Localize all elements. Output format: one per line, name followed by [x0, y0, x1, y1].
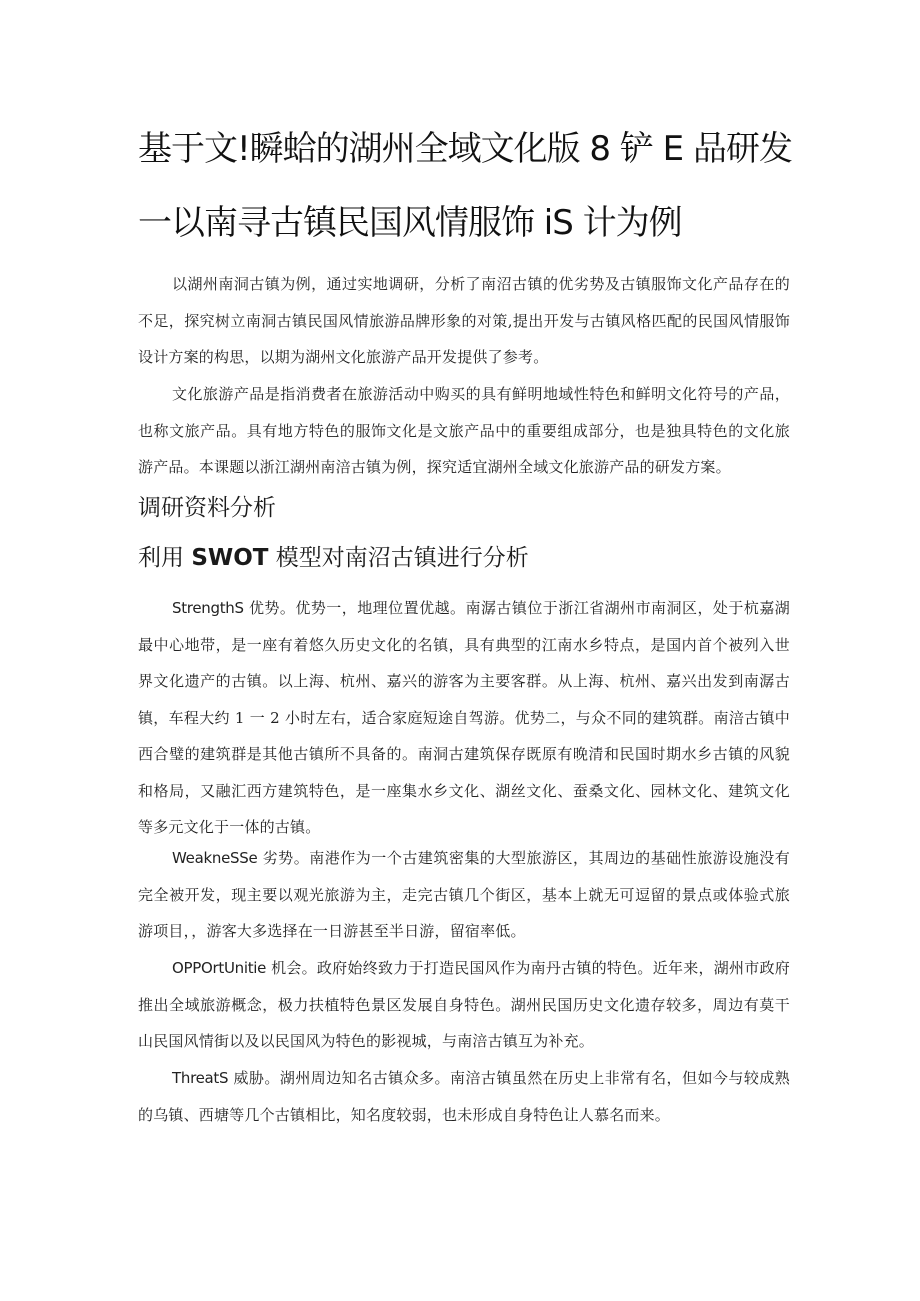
- weaknesses-lead: WeakneSSe: [172, 849, 258, 867]
- section-heading-swot: [138, 540, 529, 576]
- swot-heading-suffix: 模型对南沼古镇进行分析: [268, 545, 529, 571]
- opportunities-lead: OPPOrtUnitie: [172, 959, 267, 977]
- threats-text: 威胁。湖州周边知名古镇众多。南涪古镇虽然在历史上非常有名，但如今与较成熟的乌镇、西塘等几个古镇相比，知名度较弱，也未形成自身特色让人慕名而来。: [138, 1069, 790, 1124]
- strengths-lead: StrengthS: [172, 599, 244, 617]
- document-title-line-1: 基于文!瞬蛤的湖州全域文化版 8 铲 E 品研发: [138, 129, 792, 169]
- section-heading-research-analysis: 调研资料分析: [138, 495, 276, 521]
- swot-threats-paragraph: [138, 1060, 790, 1133]
- swot-opportunities-paragraph: [138, 950, 790, 1060]
- opportunities-text: 机会。政府始终致力于打造民国风作为南丹古镇的特色。近年来，湖州市政府推出全域旅游概念，极力扶植特色景区发展自身特色。湖州民国历史文化遗存较多，周边有莫干山民国风情街以及以民国风为特色的影视城，与南涪古镇互为补充。: [138, 959, 790, 1050]
- strengths-text: 优势。优势一，地理位置优越。南潺古镇位于浙江省湖州市南洞区，处于杭嘉湖最中心地带，是一座有着悠久历史文化的名镇，具有典型的江南水乡特点，是国内首个被列入世界文化遗产的古镇。以上海、杭州、嘉兴的游客为主要客群。从上海、杭州、嘉兴出发到南潺古镇，车程大约 1 一 2 小时左右，适合家庭短途自驾游。优势二，与众不同的建筑群。南涪古镇中西合璧的建筑群是其他古镇所不具备的。南洞古建筑保存既原有晚清和民国时期水乡古镇的风貌和格局，又融汇西方建筑特色，是一座集水乡文化、湖丝文化、蚕桑文化、园林文化、建筑文化等多元文化于一体的古镇。: [138, 599, 790, 836]
- weaknesses-text: 劣势。南港作为一个古建筑密集的大型旅游区，其周边的基础性旅游设施没有完全被开发，现主要以观光旅游为主，走完古镇几个街区，基本上就无可逗留的景点或体验式旅游项目，，游客大多选择在一日游甚至半日游，留宿率低。: [138, 849, 790, 940]
- intro-paragraph-1: 以湖州南洞古镇为例，通过实地调研，分析了南沼古镇的优劣势及古镇服饰文化产品存在的不足，探究树立南洞古镇民国风情旅游品牌形象的对策,提出开发与古镇风格匹配的民国风情服饰设计方案的构思，以期为湖州文化旅游产品开发提供了参考。: [138, 275, 790, 366]
- swot-heading-bold: SWOT: [191, 545, 269, 571]
- intro-paragraph-2: 文化旅游产品是指消费者在旅游活动中购买的具有鲜明地域性特色和鲜明文化符号的产品，也称文旅产品。具有地方特色的服饰文化是文旅产品中的重要组成部分，也是独具特色的文化旅游产品。本课题以浙江湖州南涪古镇为例，探究适宜湖州全域文化旅游产品的研发方案。: [138, 385, 790, 476]
- threats-lead: ThreatS: [172, 1069, 229, 1087]
- swot-weaknesses-paragraph: [138, 840, 790, 950]
- swot-strengths-paragraph: [138, 590, 790, 846]
- document-title-line-2: 一以南寻古镇民国风情服饰 iS 计为例: [138, 203, 682, 243]
- swot-heading-prefix: 利用: [138, 545, 192, 571]
